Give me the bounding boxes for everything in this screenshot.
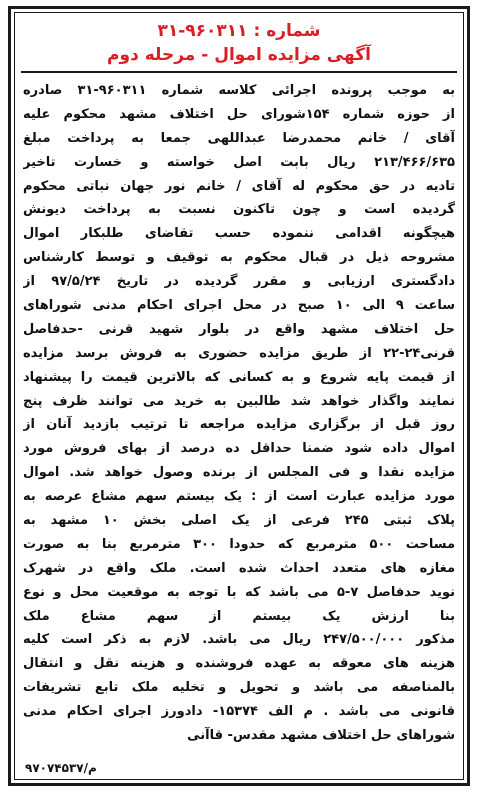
notice-body-line: قرنی۲۴-۲۲ از طریق مزایده حضوری به فروش برسد مزایده bbox=[23, 345, 455, 361]
notice-body-line: شوراهای حل اختلاف مشهد مقدس- قاآنی bbox=[187, 728, 455, 744]
notice-inner-border bbox=[14, 12, 464, 780]
notice-body-line: نوید حدفاصل ۷-۵ می باشد که با توجه به موقعیت محل و نوع bbox=[23, 584, 455, 600]
notice-body-line: مشروحه ذیل در قبال محکوم به توقیف و توسط کارشناس bbox=[23, 250, 455, 266]
notice-body-line: دادگستری ارزیابی و مقرر گردیده در تاریخ ۹۷/۵/۲۴ از bbox=[23, 274, 455, 290]
notice-body-line: مغازه های متعدد احداث شده است. ملک واقع در شهرک bbox=[23, 560, 455, 576]
notice-body-line: مذکور ۲۴۷/۵۰۰/۰۰۰ ریال می باشد. لازم به ذکر است کلیه bbox=[23, 632, 455, 648]
notice-body-line: بالمناصفه می باشد و تحویل و تخلیه ملک تابع تشریفات bbox=[23, 680, 455, 696]
notice-body-line: هیچگونه اقدامی ننموده حسب تقاضای طلبکار اموال bbox=[23, 226, 455, 242]
notice-body-line: مساحت ۵۰۰ مترمربع که حدودا ۳۰۰ مترمربع بنا به صورت bbox=[23, 536, 455, 552]
notice-body-line: مورد مزایده عبارت است از : یک بیستم سهم مشاع عرصه به bbox=[23, 489, 455, 505]
notice-body-line: هزینه های معوقه به عهده فروشنده و هزینه نقل و انتقال bbox=[23, 656, 455, 672]
notice-body-line: پلاک ثبتی ۲۴۵ فرعی از یک اصلی بخش ۱۰ مشهد به bbox=[23, 513, 455, 529]
notice-number: شماره : ۹۶۰۳۱۱-۳۱ bbox=[157, 21, 321, 41]
notice-body-line: ۲۱۳/۴۶۶/۶۳۵ ریال بابت اصل خواسته و خسارت تاخیر bbox=[23, 154, 455, 170]
notice-body-line: به موجب پرونده اجرائی کلاسه شماره ۹۶۰۳۱۱-۳۱ صادره bbox=[23, 83, 455, 98]
notice-body-line: حل اختلاف مشهد واقع در بلوار شهید قرنی -حدفاصل bbox=[23, 321, 455, 337]
notice-body bbox=[15, 79, 463, 748]
notice-body-line: اموال داده شود ضمنا حداقل ده درصد از بهای فروش مورد bbox=[23, 441, 455, 457]
notice-body-line: مزایده نقدا و فی المجلس از برنده وصول خواهد شد. اموال bbox=[23, 465, 455, 481]
notice-frame bbox=[8, 6, 470, 786]
notice-body-line: قانونی می باشد . م الف ۱۵۳۷۴- دادورز اجرای احکام مدنی bbox=[23, 704, 455, 720]
notice-body-line: تادیه در حق محکوم له آقای / خانم نور جهان نباتی محکوم bbox=[23, 178, 455, 194]
notice-body-line: گردیده است و چون تاکنون نسبت به پرداخت دیونش bbox=[23, 202, 455, 218]
notice-body-line: بنا ارزش یک بیستم از سهم مشاع ملک bbox=[23, 608, 455, 624]
notice-body-line: از حوزه شماره ۱۵۴شورای حل اختلاف مشهد محکوم علیه bbox=[23, 106, 455, 122]
notice-title: آگهی مزایده اموال - مرحله دوم bbox=[107, 45, 371, 65]
notice-body-line: آقای / خانم محمدرضا عبداللهی جمعا به پرداخت مبلغ bbox=[23, 130, 455, 146]
notice-body-line: ساعت ۹ الی ۱۰ صبح در محل اجرای احکام مدنی شوراهای bbox=[23, 298, 455, 314]
header-divider bbox=[21, 71, 457, 73]
notice-body-line: روز قبل از برگزاری مزایده مراجعه تا ترتیب بازدید آنان از bbox=[23, 417, 455, 433]
notice-body-line: از قیمت پایه شروع و به کسانی که بالاترین قیمت را پیشنهاد bbox=[23, 369, 455, 385]
notice-header bbox=[15, 13, 463, 67]
notice-code: م/۹۷۰۷۴۵۳۷ bbox=[25, 761, 97, 775]
notice-body-line: نمایند واگذار خواهد شد طالبین به خرید می توانند ظرف پنج bbox=[23, 393, 455, 409]
